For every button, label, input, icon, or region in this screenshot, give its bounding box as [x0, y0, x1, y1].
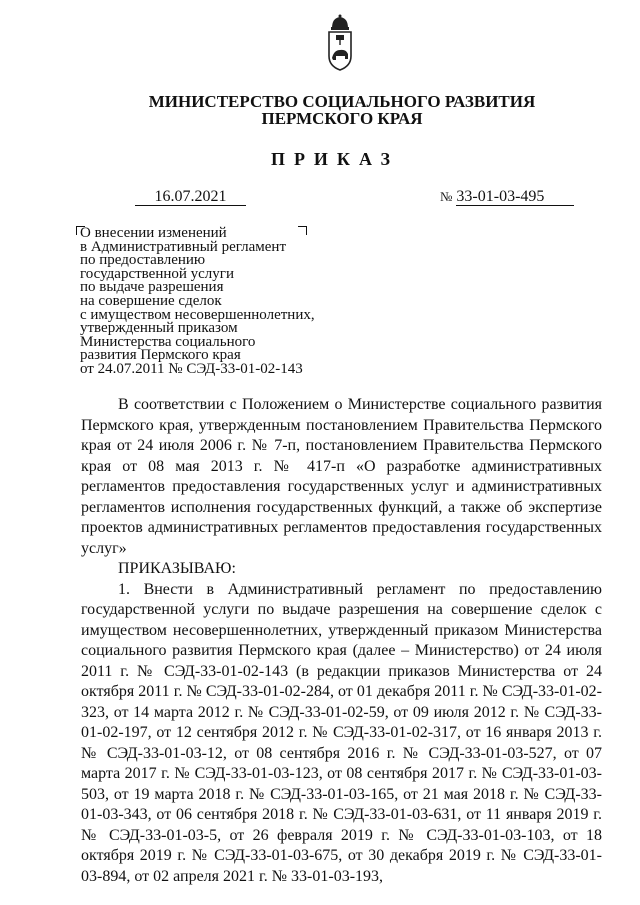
order-subject: [80, 227, 315, 377]
item-1-paragraph: 1. Внести в Административный регламент по предоставлению государственной услуги по выдаче разрешения на совершение сделок с имуществом несовершеннолетних, утвержденный приказом Министерства социального развития Пермского края (далее – Министерство) от 24 июля 2011 г. № СЭД-33-01-02-143 (в редакции приказов Министерства от 24 октября 2011 г. № СЭД-33-01-02-284, от 01 декабря 2011 г. № СЭД-33-01-02-323, от 14 марта 2012 г. № СЭД-33-01-02-59, от 09 июля 2012 г. № СЭД-33-01-02-197, от 12 сентября 2012 г. № СЭД-33-01-02-317, от 16 января 2013 г. № СЭД-33-01-03-12, от 08 сентября 2016 г. № СЭД-33-01-03-527, от 07 марта 2017 г. № СЭД-33-01-03-123, от 08 сентября 2017 г. № СЭД-33-01-03-503, от 19 марта 2018 г. № СЭД-33-01-03-165, от 21 мая 2018 г. № СЭД-33-01-03-343, от 06 сентября 2018 г. № СЭД-33-01-03-631, от 11 января 2019 г. № СЭД-33-01-03-5, от 26 февраля 2019 г. № СЭД-33-01-03-103, от 18 октября 2019 г. № СЭД-33-01-03-675, от 30 декабря 2019 г. № СЭД-33-01-03-894, от 02 апреля 2021 г. № 33-01-03-193,: [81, 580, 602, 885]
subject-line: на совершение сделок: [80, 292, 222, 309]
subject-line: с имуществом несовершеннолетних,: [80, 306, 315, 323]
subject-line: от 24.07.2011 № СЭД-33-01-02-143: [80, 360, 303, 377]
coat-of-arms-icon: [326, 14, 354, 72]
subject-line: утвержденный приказом: [80, 320, 238, 337]
ministry-name-line2: ПЕРМСКОГО КРАЯ: [261, 109, 423, 128]
command-paragraph: ПРИКАЗЫВАЮ:: [118, 560, 236, 577]
subject-line: Министерства социального: [80, 333, 256, 350]
number-sign: №: [440, 189, 453, 204]
subject-line: государственной услуги: [80, 265, 234, 282]
subject-line: в Административный регламент: [80, 238, 287, 255]
subject-line: развития Пермского края: [80, 347, 241, 364]
order-body: [81, 395, 602, 887]
subject-line: по выдаче разрешения: [80, 279, 224, 296]
subject-line: по предоставлению: [80, 252, 206, 269]
preamble-paragraph: В соответствии с Положением о Министерстве социального развития Пермского края, утвержденным постановлением Правительства Пермского края от 24 июля 2006 г. № 7-п, постановлением Правительства Пермского края от 08 мая 2013 г. № 417-п «О разработке административных регламентов предоставления государственных услуг и административных регламентов исполнения государственных функций, а также об экспертизе проектов административных регламентов предоставления государственных услуг»: [81, 396, 602, 557]
order-title: ПРИКАЗ: [270, 149, 400, 169]
subject-line: О внесении изменений: [80, 225, 227, 241]
order-date: 16.07.2021: [135, 189, 246, 206]
order-number: [440, 189, 574, 206]
ministry-name-line1: МИНИСТЕРСТВО СОЦИАЛЬНОГО РАЗВИТИЯ: [148, 92, 536, 111]
order-number-value: 33-01-03-495: [456, 189, 574, 206]
